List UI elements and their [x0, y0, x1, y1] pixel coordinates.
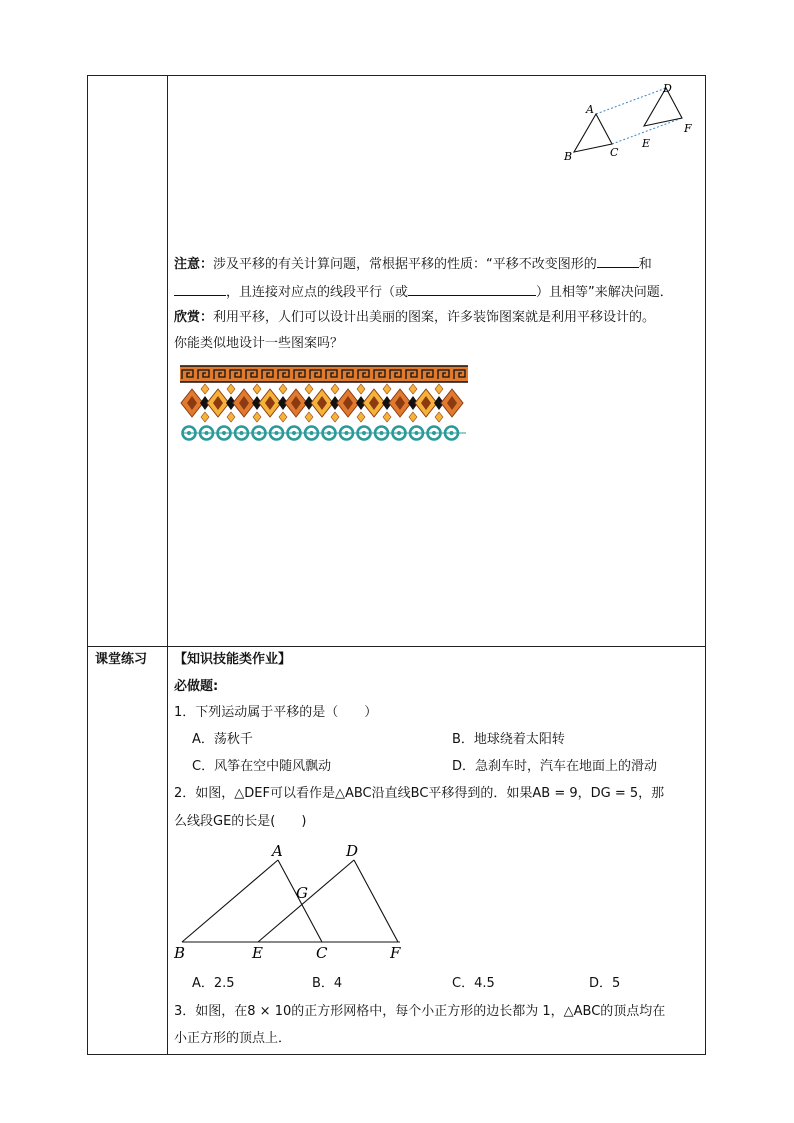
diamond-tiny [331, 412, 339, 422]
label-e: E [642, 137, 651, 150]
diamond-tiny [201, 384, 209, 394]
q2-triangle-figure [170, 838, 420, 968]
blank-2[interactable] [174, 283, 226, 296]
q1-option-c[interactable]: C．风筝在空中随风飘动 [192, 759, 332, 774]
diamond-tiny [279, 384, 287, 394]
q2-label-c: C [316, 944, 328, 962]
diamond-tiny [227, 384, 235, 394]
diamond-tiny [279, 412, 287, 422]
diamond-tiny [435, 412, 443, 422]
blank-3[interactable] [408, 283, 536, 296]
row-divider [87, 646, 706, 647]
note-line-2 [174, 283, 673, 301]
note-text-1: 涉及平移的有关计算问题，常根据平移的性质：“平移不改变图形的 [213, 257, 597, 272]
appreciate-line-2: 你能类似地设计一些图案吗？ [174, 336, 344, 351]
row-label-practice: 课堂练习 [95, 652, 148, 667]
note-label: 注意： [174, 257, 214, 272]
q2-option-c[interactable]: C．4.5 [452, 976, 495, 991]
label-b: B [564, 150, 573, 163]
diamond-tiny [253, 412, 261, 422]
q2-label-e: E [252, 944, 263, 962]
label-d: D [663, 82, 672, 95]
q2-label-g: G [296, 884, 308, 902]
diamond-tiny [409, 384, 417, 394]
diamond-tiny [357, 412, 365, 422]
note-text-3: ，且连接对应点的线段平行（或 [226, 285, 409, 300]
diamond-tiny [331, 384, 339, 394]
q3-line-2: 小正方形的顶点上． [174, 1031, 292, 1046]
q2-label-f: F [390, 944, 401, 962]
label-a: A [586, 103, 594, 116]
q3-line-1: 3．如图，在8 × 10的正方形网格中，每个小正方形的边长都为 1，△ABC的顶点均在 [174, 1004, 666, 1019]
diamond-tiny [253, 384, 261, 394]
label-f: F [684, 122, 692, 135]
q2-option-b[interactable]: B．4 [312, 976, 343, 991]
appreciate-label: 欣赏： [174, 310, 214, 325]
q2-label-a: A [272, 842, 283, 860]
greek-key-band [180, 366, 468, 382]
diamond-tiny [305, 384, 313, 394]
note-text-4: ）且相等”来解决问题． [536, 285, 673, 300]
diamond-band [181, 384, 463, 422]
diamond-tiny [383, 384, 391, 394]
q2-label-d: D [346, 842, 359, 860]
blank-1[interactable] [597, 255, 639, 268]
q1-option-d[interactable]: D．急刹车时，汽车在地面上的滑动 [452, 759, 658, 774]
wave-band [182, 427, 466, 440]
q1-stem: 1．下列运动属于平移的是（ ） [174, 705, 378, 720]
diamond-tiny [435, 384, 443, 394]
note-line-1 [174, 255, 652, 273]
diamond-tiny [409, 412, 417, 422]
appreciate-text: 利用平移，人们可以设计出美丽的图案，许多装饰图案就是利用平移设计的。 [213, 310, 656, 325]
translation-figure-top [560, 80, 700, 170]
q2-line-1: 2．如图，△DEF可以看作是△ABC沿直线BC平移得到的．如果AB = 9，DG = 5，那 [174, 786, 665, 801]
required-label: 必做题: [174, 679, 219, 694]
appreciate-line-1 [174, 310, 655, 326]
practice-heading: 【知识技能类作业】 [174, 652, 292, 667]
diamond-tiny [227, 412, 235, 422]
label-c: C [610, 146, 619, 159]
diamond-tiny [357, 384, 365, 394]
q1-option-b[interactable]: B．地球绕着太阳转 [452, 732, 565, 747]
column-divider [167, 75, 168, 1055]
q2-label-b: B [174, 944, 186, 962]
q2-line-2: 么线段GE的长是( ) [174, 814, 307, 829]
q2-option-d[interactable]: D．5 [589, 976, 621, 991]
greek-band-bg [180, 366, 468, 382]
q1-option-a[interactable]: A．荡秋千 [192, 732, 253, 747]
q2-option-a[interactable]: A．2.5 [192, 976, 235, 991]
diamond-tiny [383, 412, 391, 422]
decorative-patterns [180, 364, 472, 444]
diamond-tiny [201, 412, 209, 422]
note-text-2: 和 [638, 257, 652, 272]
diamond-tiny [305, 412, 313, 422]
